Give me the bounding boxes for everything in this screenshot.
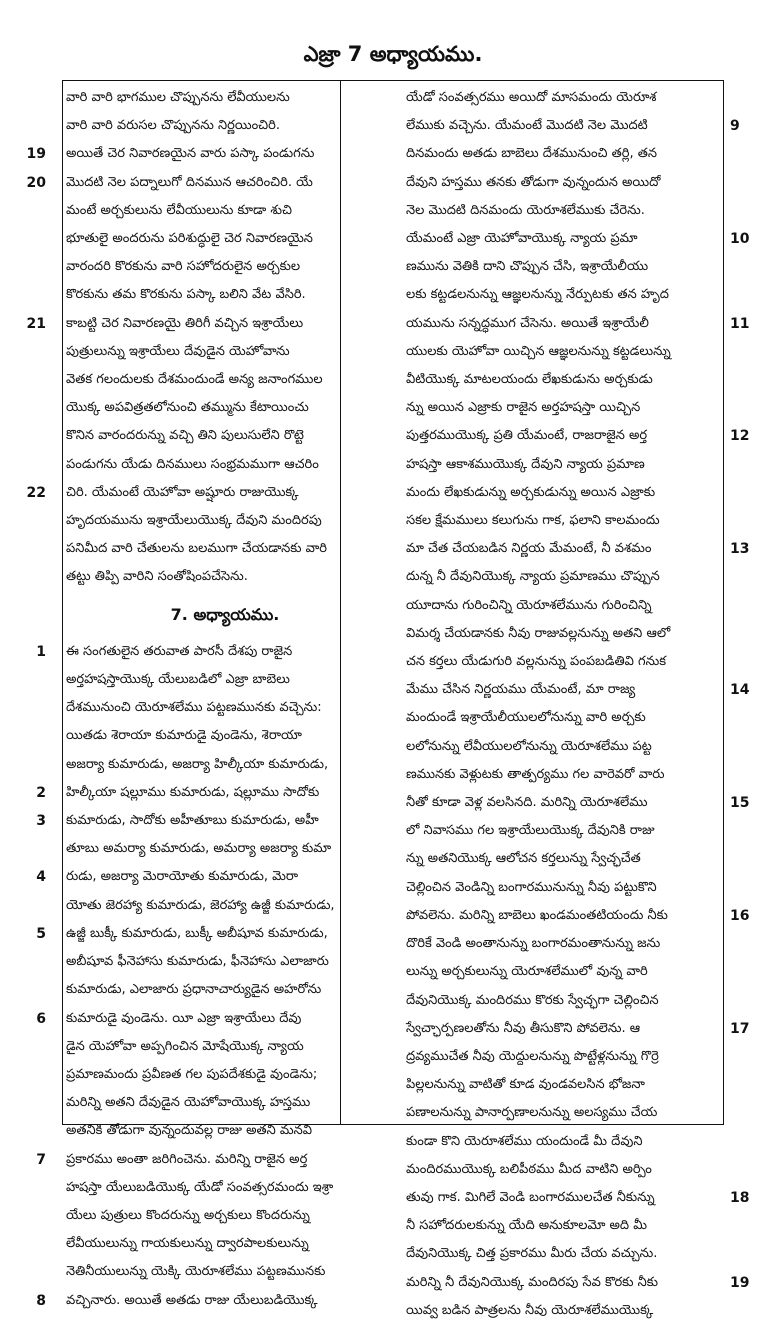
verse-number: 20 [26, 174, 46, 191]
text-line [406, 1297, 724, 1325]
text-line [406, 253, 724, 281]
text-line [36, 863, 384, 891]
text-line [66, 84, 384, 112]
line-text: పండుగను యేడు దినములు సంభ్రమముగా ఆచరిం [66, 456, 319, 472]
text-line [66, 1033, 384, 1061]
chapter-heading: 7. అధ్యాయము. [170, 604, 280, 624]
verse-number: 22 [26, 484, 46, 501]
text-line [26, 169, 384, 197]
line-text: ణమునకు వెళ్లుటకు తాత్పర్యము గల వారెవరో వారు [406, 766, 665, 782]
text-line [36, 807, 384, 835]
text-line [66, 1174, 384, 1202]
line-text: దొరికే వెండి అంతానున్ను బంగారమంతానున్ను జను [406, 936, 661, 952]
text-line [36, 779, 384, 807]
right-column [406, 84, 750, 1318]
text-line [406, 1184, 750, 1212]
text-line [66, 722, 384, 750]
text-line [406, 281, 724, 309]
line-text: చెల్లించిన వెండిన్ని బంగారమునున్ను నీవు పట్టుకొని [406, 879, 657, 895]
text-line [66, 1117, 384, 1145]
text-line [406, 1240, 724, 1268]
text-line [36, 1146, 384, 1174]
line-text: కొనిన వారందరున్ను వచ్చి తిని పులుసులేని రొట్టె [66, 428, 304, 444]
text-line [406, 761, 724, 789]
line-text: హషస్తా యేలుబడియొక్క యేడో సంవత్సరమందు ఇశ్రా [66, 1179, 334, 1195]
text-line [406, 648, 724, 676]
text-line [406, 84, 724, 112]
text-line [66, 1258, 384, 1286]
text-line [406, 366, 724, 394]
text-line [406, 310, 750, 338]
line-text: దేవునియొక్క మందిరము కొరకు స్వేచ్ఛగా చెల్లించిన [406, 992, 659, 1008]
line-text: కుండా కొని యెరూశలేము యందుండే మీ దేవుని [406, 1133, 643, 1149]
line-text: వచ్చినారు. అయితే అతడు రాజు యేలుబడియొక్క [66, 1292, 318, 1308]
text-line [406, 845, 724, 873]
text-line [406, 676, 750, 704]
verse-number: 10 [730, 231, 750, 248]
text-line [66, 1089, 384, 1117]
line-text: ప్రకారము అంతా జరిగించెను. మరిన్ని రాజైన అర్త [66, 1151, 308, 1167]
line-text: ద్రవ్యముచేత నీవు యెద్దులనున్ను పొట్టేళ్లనున్ను గొర్రె [406, 1048, 659, 1064]
text-line [66, 535, 384, 563]
verse-number: 7 [36, 1151, 46, 1168]
line-text: తట్టు తిప్పి వారిని సంతోషింపచేసెను. [66, 569, 248, 585]
line-text: దున్న నీ దేవునియొక్క న్యాయ ప్రమాణము చొప్పున [406, 569, 660, 585]
text-line [406, 1015, 750, 1043]
text-line [406, 817, 724, 845]
text-line [26, 479, 384, 507]
line-text: లకు కట్టడలనున్ను ఆజ్ఞలనున్ను నేర్పుటకు తన హృద [406, 287, 669, 303]
text-line [406, 592, 724, 620]
text-line [26, 140, 384, 168]
verse-number: 6 [36, 1010, 46, 1027]
verse-number: 12 [730, 428, 750, 445]
verse-number: 4 [36, 869, 46, 886]
text-line [66, 394, 384, 422]
text-line [406, 197, 724, 225]
line-text: యితడు శెరాయా కుమారుడై వుండెను, శెరాయా [66, 728, 302, 744]
line-text: హృదయమును ఇశ్రాయేలుయొక్క దేవుని మందిరపు [66, 513, 322, 529]
line-text: వీటియొక్క మాటలయందు లేఖకుడును అర్చకుడు [406, 372, 653, 388]
right-column-text [406, 84, 750, 1325]
line-text: యమును సన్నద్ధముగ చేసెను. అయితే ఇశ్రాయేలీ [406, 315, 649, 331]
line-text: వారి వారి వరుసల చొప్పునను నిర్ణయించిరి. [66, 118, 280, 134]
line-text: వెతక గలందులకు దేశమందుండే అన్య జనాంగముల [66, 372, 323, 388]
line-text: యులకు యెహోవా యిచ్చిన ఆజ్ఞలనున్ను కట్టడలున్ను [406, 343, 671, 359]
line-text: యూదాను గురించిన్ని యెరూశలేమును గురించిన్ని [406, 597, 652, 613]
text-line [406, 451, 724, 479]
line-text: లో నివాసము గల ఇశ్రాయేలుయొక్క దేవునికి రాజు [406, 823, 655, 839]
text-line [406, 704, 724, 732]
line-text: న్ను అయిన ఎజ్రాకు రాజైన అర్తహషస్తా యిచ్చిన [406, 400, 641, 416]
line-text: నీతో కూడా వెళ్ల వలసినది. మరిన్ని యెరూశలేము [406, 795, 648, 811]
line-text: మేము చేసిన నిర్ణయము యేమంటే, మా రాజ్య [406, 682, 636, 698]
verse-number: 11 [730, 315, 750, 332]
verse-number: 16 [730, 907, 750, 924]
line-text: మా చేత చేయబడిన నిర్ణయ మేమంటే, నీ వశమం [406, 541, 652, 557]
line-text: కుమారుడు, సాదోకు అహీతూబు కుమారుడు, అహీ [66, 813, 319, 829]
text-line [406, 140, 724, 168]
line-text: పిల్లలనున్ను వాటితో కూడ వుండవలసిన భోజనా [406, 1077, 645, 1093]
text-line [406, 507, 724, 535]
line-text: దేవునియొక్క చిత్త ప్రకారము మీరు చేయ వచ్చును. [406, 1246, 658, 1262]
line-text: హషస్తా ఆకాశముయొక్క దేవుని న్యాయ ప్రమాణ [406, 456, 645, 472]
text-line [406, 1156, 724, 1184]
text-line [406, 1269, 750, 1297]
text-line [66, 422, 384, 450]
verse-number: 5 [36, 925, 46, 942]
line-text: పనిమీద వారి చేతులను బలముగా చేయడానకు వారి [66, 541, 328, 557]
line-text: ఈ సంగతులైన తరువాత పారసీ దేశపు రాజైన [66, 643, 293, 659]
text-line [36, 1005, 384, 1033]
line-text: దేవుని హస్తము తనకు తోడుగా వున్నందున అయిదో [406, 174, 661, 190]
verse-number: 9 [730, 118, 740, 135]
line-text: న్ను అతనియొక్క ఆలోచన కర్తలున్ను స్వేచ్ఛచేత [406, 851, 641, 867]
line-text: పుత్తరముయొక్క ప్రతి యేమంటే, రాజరాజైన అర్త [406, 428, 648, 444]
text-line [66, 666, 384, 694]
line-text: మందు లేఖకుడున్ను అర్చకుడున్ను అయిన ఎజ్రాకు [406, 484, 656, 500]
verse-number: 19 [730, 1274, 750, 1291]
text-line [36, 920, 384, 948]
text-line [406, 225, 750, 253]
verse-number: 13 [730, 541, 750, 558]
line-text: మొదటి నెల పద్నాలుగో దినమున ఆచరించిరి. యే [66, 174, 313, 190]
line-text: పణాలనున్ను పానార్పణాలనున్ను అలస్యము చేయ [406, 1105, 658, 1121]
text-line [66, 197, 384, 225]
line-text: నెతినీయులున్ను యెక్కి యెరూశలేము పట్టణమునకు [66, 1264, 326, 1280]
line-text: ణమును వెతికి దాని చొప్పున చేసి, ఇశ్రాయేలీయు [406, 259, 649, 275]
line-text: తూబు అమర్యా కుమారుడు, అమర్యా అజర్యా కుమా [66, 841, 332, 857]
text-line [66, 112, 384, 140]
text-line [66, 451, 384, 479]
text-line [406, 789, 750, 817]
line-text: కొరకును తమ కొరకును పస్కా బలిని వేట వేసిరి. [66, 287, 306, 303]
line-text: అతనికి తోడుగా వున్నందువల్ల రాజు అతని మనవి [66, 1123, 313, 1139]
line-text: యేమంటే ఎజ్రా యెహోవాయొక్క న్యాయ ప్రమా [406, 231, 638, 247]
text-line [26, 310, 384, 338]
text-line [406, 563, 724, 591]
line-text: ప్రమాణమందు ప్రవీణత గల పుపదేశకుడై వుండెను; [66, 1066, 318, 1082]
left-column-text-bottom [36, 638, 384, 1315]
line-text: లేవీయులున్ను గాయకులున్ను ద్వారపాలకులున్ను [66, 1236, 309, 1252]
text-line [66, 563, 384, 591]
left-column-text-top [26, 84, 384, 592]
line-text: నీ సహోదరులకున్ను యేది అనుకూలమో అది మీ [406, 1218, 647, 1234]
text-line [406, 394, 724, 422]
line-text: యొక్క అపవిత్రతలోనుంచి తమ్మును కేటాయించు [66, 400, 309, 416]
page-title: ఎజ్రా 7 అధ్యాయము. [303, 42, 483, 66]
line-text: భూతులై అందరును పరిశుద్ధులై చెర నివారణయైన [66, 231, 313, 247]
line-text: మందుండే ఇశ్రాయేలీయులలోనున్ను వారి అర్చకు [406, 710, 646, 726]
line-text: యోతు జెరహ్యా కుమారుడు, జెరహ్యా ఉజ్జీ కుమారుడు, [66, 897, 335, 913]
line-text: యేలు పుత్రులు కొందరున్ను అర్చకులు కొందరున్ను [66, 1207, 310, 1223]
text-line [406, 1099, 724, 1127]
text-line [66, 751, 384, 779]
text-line [66, 694, 384, 722]
text-line [406, 874, 724, 902]
line-text: మందిరముయొక్క బలిపీఠము మీద వాటిని అర్పిం [406, 1161, 652, 1177]
line-text: స్వేచ్ఛార్పణలతోను నీవు తీసుకొని పోవలెను. ఆ [406, 1020, 641, 1036]
text-line [66, 253, 384, 281]
text-line [406, 535, 750, 563]
line-text: హిల్కీయా షల్లూము కుమారుడు, షల్లూము సాదోకు [66, 784, 320, 800]
line-text: రుడు, అజర్యా మెరాయోతు కుమారుడు, మెరా [66, 869, 299, 885]
text-line [406, 112, 724, 140]
text-line [406, 902, 750, 930]
text-line [66, 892, 384, 920]
line-text: అజర్యా కుమారుడు, అజర్యా హిల్కీయా కుమారుడు, [66, 756, 329, 772]
line-text: పుత్రులున్ను ఇశ్రాయేలు దేవుడైన యెహోవాను [66, 343, 290, 359]
line-text: యేడో సంవత్సరము అయిదో మాసమందు యెరూశ [406, 90, 657, 105]
text-line [406, 1043, 724, 1071]
text-line [66, 338, 384, 366]
text-line [66, 948, 384, 976]
verse-number: 19 [26, 146, 46, 163]
text-line [406, 1071, 724, 1099]
text-line [406, 1128, 724, 1156]
text-line [406, 930, 724, 958]
line-text: దేశమునుంచి యెరూశలేము పట్టణమునకు వచ్చెను: [66, 700, 322, 716]
text-line [406, 620, 724, 648]
line-text: అయితే చెర నివారణయైన వారు పస్కా పండుగను [66, 146, 315, 162]
line-text: చన కర్తలు యేడుగురి వల్లనున్ను పంపబడితివి గనుక [406, 654, 666, 670]
line-text: వారందరి కొరకును వారి సహోదరులైన అర్చకుల [66, 259, 301, 275]
text-line [406, 958, 724, 986]
line-text: అబీషూవ ఫీనెహాసు కుమారుడు, ఫీనెహాసు ఎలాజారు [66, 954, 329, 970]
text-line [406, 733, 724, 761]
verse-number: 21 [26, 315, 46, 332]
line-text: వారి వారి భాగముల చొప్పునను లేవీయులను [66, 90, 290, 105]
verse-number: 3 [36, 813, 46, 830]
text-line [66, 1202, 384, 1230]
text-line [36, 1287, 384, 1315]
line-text: పోవలెను. మరిన్ని బాబెలు ఖండమంతటియందు నీకు [406, 907, 668, 923]
text-line [406, 338, 724, 366]
left-column [26, 84, 384, 1309]
line-text: లున్ను అర్చకులున్ను యెరూశలేములో వున్న వారి [406, 964, 648, 980]
line-text: మరిన్ని అతని దేవుడైన యెహోవాయొక్క హస్తము [66, 1095, 311, 1111]
text-line [66, 1230, 384, 1258]
line-text: కాబట్టి చెర నివారణయై తిరిగీ వచ్చిన ఇశ్రాయేలు [66, 315, 304, 331]
verse-number: 17 [730, 1020, 750, 1037]
line-text: లేముకు వచ్చెను. యేమంటే మొదటి నెల మొదటి [406, 118, 648, 134]
verse-number: 15 [730, 795, 750, 812]
text-line [66, 507, 384, 535]
line-text: మరిన్ని నీ దేవునియొక్క మందిరపు సేవ కొరకు నీకు [406, 1274, 659, 1290]
text-line [406, 169, 724, 197]
line-text: తువు గాక. మిగిలే వెండి బంగారములచేత నీకున్ను [406, 1189, 655, 1205]
text-line [66, 976, 384, 1004]
line-text: మంటే అర్చకులును లేవీయులును కూడా శుచి [66, 202, 293, 218]
line-text: సకల క్షేమములు కలుగును గాక, ఫలాని కాలమందు [406, 513, 660, 529]
verse-number: 8 [36, 1292, 46, 1309]
text-line [66, 281, 384, 309]
line-text: డైన యెహోవా అప్పగించిన మోషేయొక్క న్యాయ [66, 1038, 304, 1054]
text-line [66, 225, 384, 253]
text-line [406, 1212, 724, 1240]
verse-number: 2 [36, 784, 46, 801]
line-text: కుమారుడు, ఎలాజారు ప్రధానాచార్యుడైన అహరోను [66, 982, 322, 998]
text-line [36, 638, 384, 666]
text-line [406, 422, 750, 450]
verse-number: 18 [730, 1189, 750, 1206]
line-text: విమర్శ చేయడానకు నీవు రాజువల్లనున్ను అతని ఆలో [406, 625, 671, 641]
line-text: చిరి. యేమంటే యెహోవా అష్షూరు రాజుయొక్క [66, 484, 299, 500]
text-line [66, 835, 384, 863]
line-text: దినమందు అతడు బాబెలు దేశమునుంచి తర్లి, తన [406, 146, 657, 162]
text-line [66, 1061, 384, 1089]
line-text: అర్తహషస్తాయొక్క యేలుబడిలో ఎజ్రా బాబెలు [66, 672, 290, 688]
text-line [406, 479, 724, 507]
line-text: యివ్వ బడిన పాత్రలను నీవు యెరూశలేముయొక్క [406, 1302, 654, 1318]
line-text: కుమారుడై వుండెను. యీ ఎజ్రా ఇశ్రాయేలు దేవు [66, 1010, 302, 1026]
verse-number: 1 [36, 643, 46, 660]
text-line [66, 366, 384, 394]
line-text: నెల మొదటి దినమందు యెరూశలేముకు చేరెను. [406, 202, 645, 218]
line-text: లలోనున్ను లేవీయులలోనున్ను యెరూశలేము పట్ట [406, 738, 652, 754]
text-line [406, 987, 724, 1015]
line-text: ఉజ్జీ బుక్కీ కుమారుడు, బుక్కీ అబీషూవ కుమారుడు, [66, 925, 328, 941]
verse-number: 14 [730, 682, 750, 699]
